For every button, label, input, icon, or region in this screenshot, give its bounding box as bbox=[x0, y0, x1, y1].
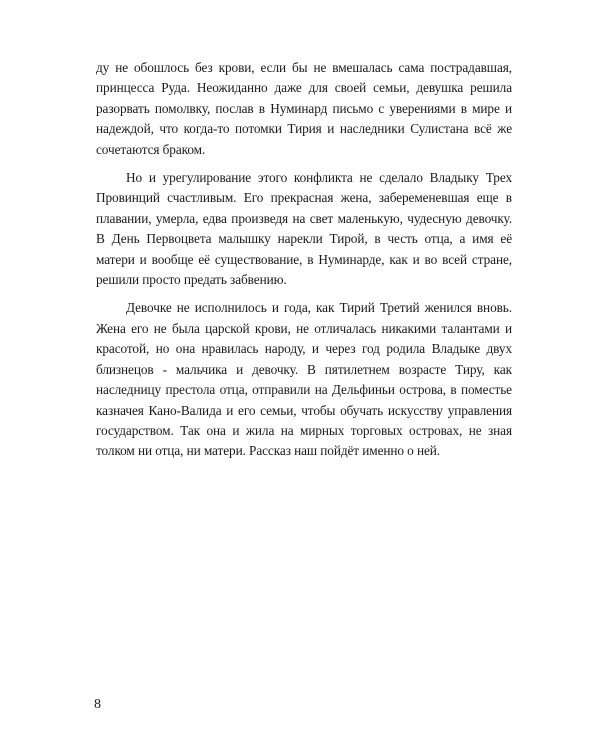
page-number: 8 bbox=[94, 697, 101, 712]
paragraph-3: Девочке не исполнилось и года, как Тирий Третий женился вновь. Жена его не была царской крови, не отличалась никакими талантами и красотой, но она нравилась народу, и через год родила Владыке двух близнецов - мальчика и девочку. В пятилетнем возрасте Тиру, как наследницу престола отца, отправили на Дельфиньи острова, в поместье казначея Кано-Валида и его семьи, чтобы обучать искусству управления государством. Так она и жила на мирных торговых островах, не зная толком ни отца, ни матери. Рассказ наш пойдёт именно о ней. bbox=[96, 300, 512, 459]
paragraph-2: Но и урегулирование этого конфликта не сделало Владыку Трех Провинций счастливым. Его прекрасная жена, забеременевшая еще в плавании, умерла, едва произведя на свет маленькую, чудесную девочку. В День Первоцвета малышку нарекли Тирой, в честь отца, а имя её матери и вообще её существование, в Нуминарде, как и во всей стране, решили просто предать забвению. bbox=[96, 170, 512, 288]
paragraph-1: ду не обошлось без крови, если бы не вмешалась сама пострадавшая, принцесса Руда. Неожиданно даже для своей семьи, девушка решила разорвать помолвку, послав в Нуминард письмо с уверениями в мире и надеждой, что когда-то потомки Тирия и наследники Сулистана всё же сочетаются браком. bbox=[96, 60, 512, 157]
body-text bbox=[96, 58, 512, 462]
